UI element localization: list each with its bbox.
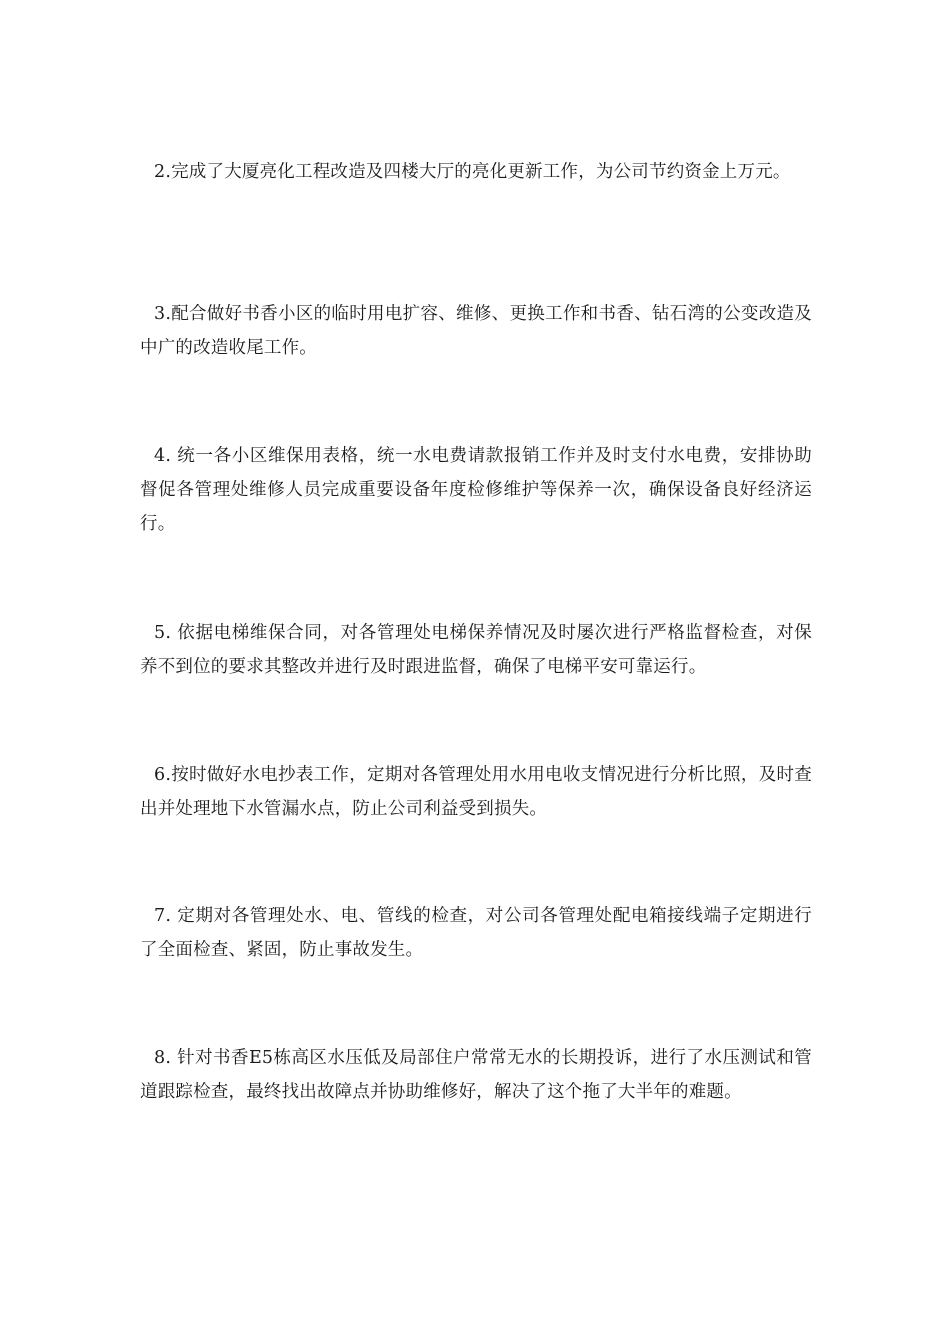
paragraph-item-4: 4. 统一各小区维保用表格，统一水电费请款报销工作并及时支付水电费，安排协助督促各管理处维修人员完成重要设备年度检修维护等保养一次，确保设备良好经济运行。 [140, 446, 812, 534]
paragraph-item-5: 5. 依据电梯维保合同，对各管理处电梯保养情况及时屡次进行严格监督检查，对保养不到位的要求其整改并进行及时跟进监督，确保了电梯平安可靠运行。 [140, 623, 812, 677]
paragraph-item-8: 8. 针对书香E5栋高区水压低及局部住户常常无水的长期投诉，进行了水压测试和管道跟踪检查，最终找出故障点并协助维修好，解决了这个拖了大半年的难题。 [140, 1048, 812, 1102]
paragraph-item-7: 7. 定期对各管理处水、电、管线的检查，对公司各管理处配电箱接线端子定期进行了全面检查、紧固，防止事故发生。 [140, 906, 812, 960]
paragraph-item-3: 3.配合做好书香小区的临时用电扩容、维修、更换工作和书香、钻石湾的公变改造及中广的改造收尾工作。 [140, 304, 812, 358]
paragraph-item-6: 6.按时做好水电抄表工作，定期对各管理处用水用电收支情况进行分析比照，及时查出并处理地下水管漏水点，防止公司利益受到损失。 [140, 765, 812, 819]
paragraph-item-2: 2.完成了大厦亮化工程改造及四楼大厅的亮化更新工作，为公司节约资金上万元。 [154, 162, 791, 182]
